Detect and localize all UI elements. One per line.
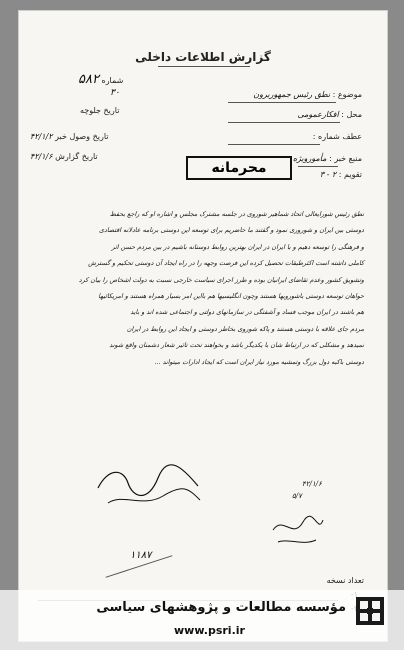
- number-field: [78, 72, 123, 87]
- document-title: گزارش اطلاعات داخلی: [135, 50, 271, 64]
- attach-field: عطف شماره :: [312, 132, 362, 141]
- report-body: [44, 206, 364, 370]
- body-line: دوستی بین ایران و شوروری نمود و گفتند ما حاضریم برای توسعه این دوستی برنامه عادلانه اقتصادی: [98, 226, 364, 235]
- handwritten-number-note: ۵/۷: [292, 492, 302, 500]
- copies-label: تعداد نسخه: [326, 576, 364, 585]
- body-line: نطق رئیس شورایعالی اتحاد شماهیر شوروی در جلسه مشترک مجلس و اشاره او که راجع بحفظ: [109, 210, 364, 218]
- place-line: [228, 122, 340, 123]
- source-line: [298, 166, 338, 167]
- signature-scribble: [88, 458, 208, 518]
- body-line: وتشویق کشور وعدم تقاضای ایرانیان بوده و طرز اجرای سیاست خارجی نسبت به دولت اشخاص را بیان کرد: [78, 275, 364, 284]
- body-line: و فرهنگی را توسعه دهیم و با ایران در ایران بهترین روابط دوستانه باشیم در بین مردم حسن اثر: [111, 242, 364, 251]
- watermark-band: [0, 590, 404, 650]
- logo-pattern-icon: [356, 597, 384, 625]
- institute-url: www.psri.ir: [174, 624, 245, 637]
- number-label: شماره: [101, 76, 124, 85]
- place-value: افکارعمومی: [297, 110, 339, 119]
- recv-date-value: ۴۲/۱/۲: [30, 132, 53, 141]
- number-value: ۵۸۲: [78, 72, 99, 87]
- eval-value: ۲ - ۳: [319, 170, 337, 179]
- handwritten-date-note: ۴۲/۱/۶: [302, 480, 322, 488]
- institute-name: مؤسسه مطالعات و پژوهشهای سیاسی: [96, 600, 346, 615]
- classification-stamp: محرمانه: [186, 156, 292, 180]
- source-field: منبع خبر : مأمورویژه: [292, 154, 362, 163]
- report-date-field: [30, 152, 98, 161]
- institute-logo: [356, 597, 384, 625]
- subject-value: نطق رئیس جمهوریرون: [253, 90, 331, 99]
- place-field: محل : افکارعمومی: [297, 110, 362, 119]
- subject-label: موضوع: [337, 90, 362, 99]
- report-date-label: تاریخ گزارش: [55, 152, 98, 161]
- source-value: مأمورویژه: [292, 154, 327, 163]
- body-line: دوستی باکبه دول بزرگ وتمشیه مورد نیاز ایران است که ایجاد ادارات میتواند ...: [154, 357, 364, 366]
- body-line: کاملی داشته است اکثرطبقات تحصیل کرده این فرصت وجهه را در راه ایجاد آن دوستی تحکیم و گسترش: [88, 259, 364, 268]
- eval-label: تقویم: [344, 170, 362, 179]
- subject-field: موضوع : نطق رئیس جمهوریرون: [253, 90, 362, 99]
- source-label: منبع خبر: [334, 154, 362, 163]
- eval-field: تقویم : ۲ - ۳: [319, 170, 362, 179]
- recv-date-field: [30, 132, 109, 141]
- second-signature-scribble: [268, 510, 328, 550]
- date-field: [80, 106, 119, 115]
- number-sub: ۳۰: [110, 88, 120, 98]
- body-line: حواهان توسعه دوستی باشورویها هستند وچون انگلیسیها هم بااین امر بسیار همراه هستند و امریکائیها: [98, 292, 364, 301]
- attach-line: [228, 144, 320, 145]
- bottom-number-note: ۱۱۸۷: [130, 550, 152, 561]
- body-line: نمیدهد و مشکلی که در ارتباط شان با یکدیگر باشد و بخواهند تحت تاثیر شعار دشمنان واقع شوند: [109, 341, 364, 350]
- title-underline: [158, 66, 250, 67]
- attach-label: عطف شماره: [318, 132, 362, 141]
- place-label: محل: [346, 110, 362, 119]
- report-date-value: ۴۲/۱/۶: [30, 152, 53, 161]
- subject-line: [228, 102, 336, 103]
- body-line: هم باشند در ایران موجب فساد و آشفتگی در سازمانهای دولتی و اجتماعی شده اند و باید: [130, 308, 364, 317]
- date-label: تاریخ جلوچه: [80, 106, 120, 115]
- body-line: مردم جای علاقه با دوستی هستند و پاکه شوروی بخاطر دوستی و ایجاد این روابط در ایران: [126, 324, 364, 333]
- document-page: [18, 10, 388, 642]
- recv-date-label: تاریخ وصول خبر: [55, 132, 109, 141]
